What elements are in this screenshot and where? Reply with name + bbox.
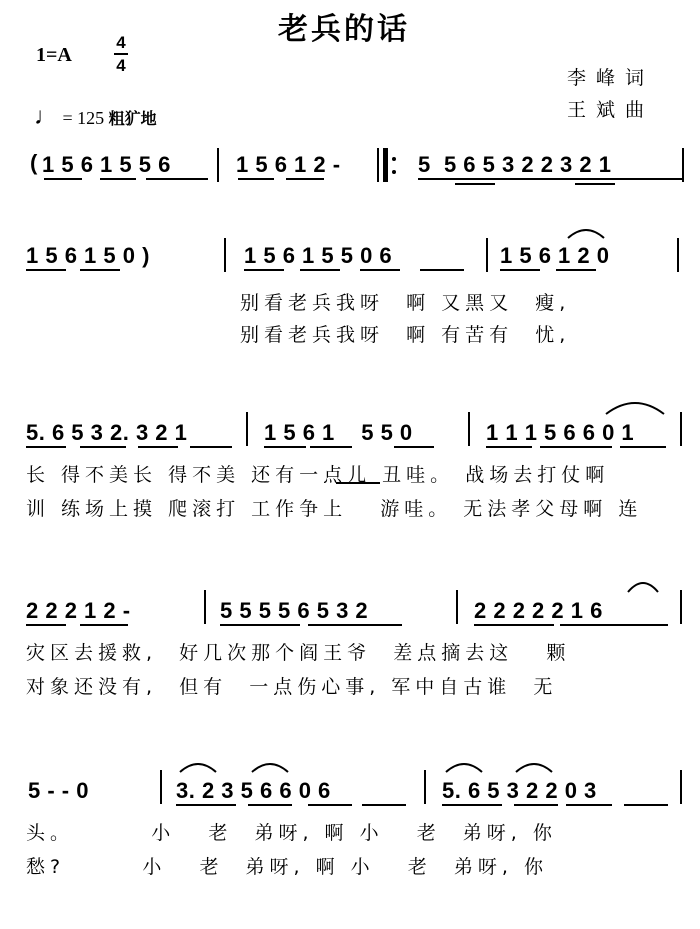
- lyrics-verse-1: 头。 小 老 弟呀, 啊 小 老 弟呀, 你: [26, 822, 557, 844]
- measure-11-notes: 5 5 5 5 6 5 3 2: [220, 598, 369, 623]
- lyricist-credit: 李峰词: [567, 67, 655, 89]
- measure-9-notes: 1 1 1 5 6 6 0 1: [486, 420, 635, 445]
- lyrics-verse-1: 别看老兵我呀 啊 又黑又 瘦,: [240, 292, 571, 314]
- lyrics-verse-2: 训 练场上摸 爬滚打 工作争上 游哇。 无法孝父母啊 连: [26, 498, 643, 520]
- measure-10-notes: 2 2 2 1 2 -: [26, 598, 131, 623]
- tempo-marking: [34, 104, 157, 131]
- composer-credit: 王斌曲: [567, 99, 655, 121]
- lyrics-verse-2: 别看老兵我呀 啊 有苦有 忧,: [240, 324, 571, 346]
- song-title: 老兵的话: [278, 12, 410, 47]
- time-signature-bottom: 4: [116, 56, 126, 75]
- time-signature-top: 4: [116, 33, 126, 52]
- measure-1-notes: 1 5 6 1 5 5 6: [42, 152, 171, 177]
- slur-arc: [178, 760, 218, 774]
- measure-7-notes: 5. 6 5 3 2. 3 2 1: [26, 420, 188, 445]
- lyrics-verse-1: 灾区去援救, 好几次那个阎王爷 差点摘去这 颗: [26, 642, 571, 664]
- tie-arc: [626, 578, 660, 594]
- time-signature: [112, 34, 130, 74]
- measure-13-notes: 5 - - 0: [28, 778, 89, 803]
- measure-12-notes: 2 2 2 2 2 1 6: [474, 598, 603, 623]
- measure-15-notes: 5. 6 5 3 2 2 0 3: [442, 778, 597, 803]
- intro-paren: (: [30, 150, 38, 175]
- lyrics-verse-2: 对象还没有, 但有 一点伤心事, 军中自古谁 无: [26, 676, 558, 698]
- slur-arc: [444, 760, 484, 774]
- measure-6-notes: 1 5 6 1 2 0: [500, 243, 610, 268]
- measure-4-notes: 1 5 6 1 5 0 ): [26, 243, 150, 268]
- tempo-style: 粗犷地: [108, 109, 157, 128]
- measure-5-notes: 1 5 6 1 5 5 0 6: [244, 243, 393, 268]
- slur-arc: [604, 398, 666, 416]
- measure-8-notes: 1 5 6 1 5 5 0: [264, 420, 413, 445]
- slur-arc: [514, 760, 554, 774]
- tempo-value: = 125: [62, 108, 105, 128]
- tie-arc: [566, 226, 606, 240]
- slur-arc: [250, 760, 290, 774]
- measure-14-notes: 3. 2 3 5 6 6 0 6: [176, 778, 331, 803]
- lyrics-verse-1: 长 得不美长 得不美 还有一点儿 丑哇。 战场去打仗啊: [26, 464, 610, 486]
- lyrics-verse-2: 愁? 小 老 弟呀, 啊 小 老 弟呀, 你: [26, 856, 548, 878]
- measure-3-notes: 5 5 6 5 3 2 2 3 2 1: [418, 152, 612, 177]
- quarter-note-icon: ♩: [34, 104, 58, 130]
- key-signature: 1=A: [36, 44, 72, 66]
- measure-2-notes: 1 5 6 1 2 -: [236, 152, 341, 177]
